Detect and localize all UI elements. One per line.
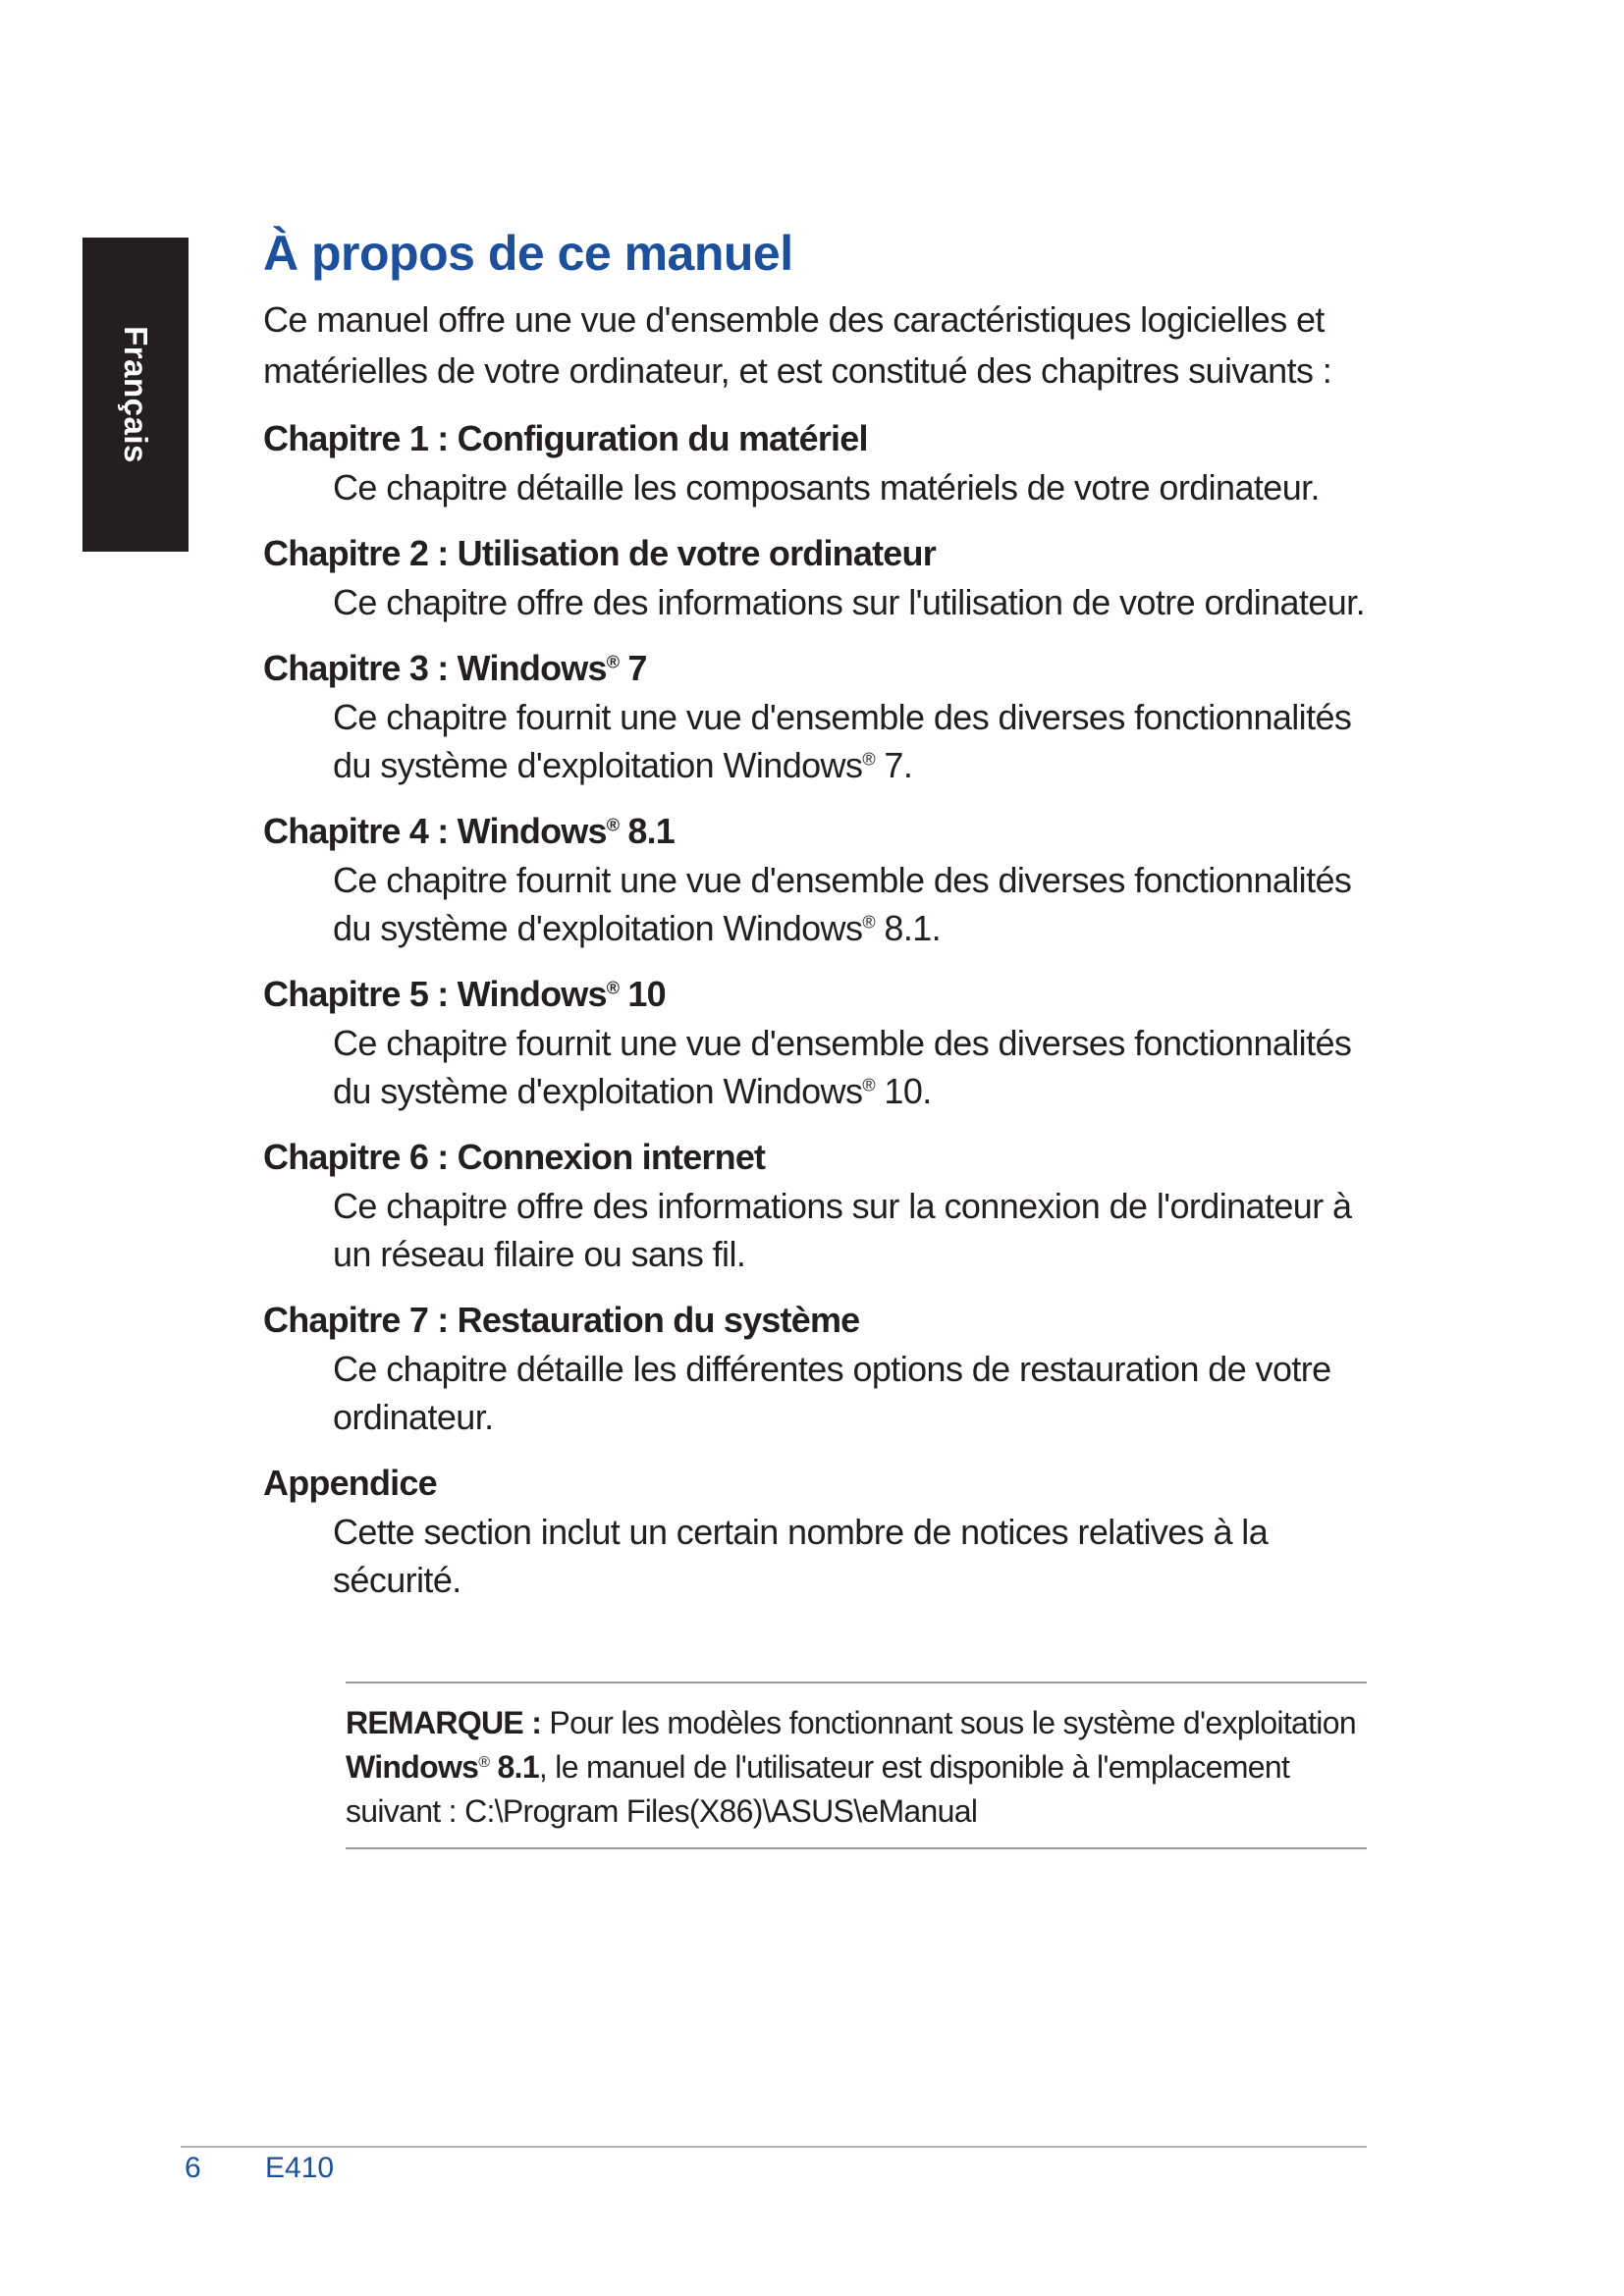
registered-mark: ® <box>606 652 620 672</box>
page-title: À propos de ce manuel <box>263 226 793 281</box>
chapter-5 <box>263 970 1382 1115</box>
note-label: REMARQUE : <box>346 1705 542 1740</box>
chapter-heading <box>263 644 1382 693</box>
language-tab-label: Français <box>118 326 154 463</box>
heading-version: 7 <box>619 648 647 688</box>
description-version: 7. <box>875 745 913 785</box>
heading-version: 8.1 <box>619 811 676 851</box>
registered-mark: ® <box>862 1075 876 1095</box>
note-version: 8.1 <box>489 1749 539 1785</box>
description-line: Ce chapitre fournit une vue d'ensemble des diverses fonctionnalités <box>333 860 1352 900</box>
chapter-7 <box>263 1296 1382 1441</box>
chapter-description: Ce chapitre offre des informations sur l'utilisation de votre ordinateur. <box>333 582 1365 622</box>
heading-text: Chapitre 3 : Windows <box>263 648 607 688</box>
description-line <box>333 904 1382 952</box>
chapter-description: Cette section inclut un certain nombre de notices relatives à la sécurité. <box>333 1512 1269 1600</box>
page-number: 6 <box>185 2152 201 2184</box>
chapter-heading: Chapitre 1 : Configuration du matériel <box>263 418 868 458</box>
footer-divider <box>181 2146 1367 2148</box>
chapter-description: Ce chapitre détaille les composants matériels de votre ordinateur. <box>333 467 1320 507</box>
chapter-heading: Chapitre 7 : Restauration du système <box>263 1300 860 1340</box>
note-windows: Windows <box>346 1749 479 1785</box>
chapter-heading: Chapitre 6 : Connexion internet <box>263 1137 766 1177</box>
description-line: Ce chapitre fournit une vue d'ensemble des diverses fonctionnalités <box>333 697 1352 737</box>
chapter-heading: Chapitre 2 : Utilisation de votre ordinateur <box>263 533 936 573</box>
model-name: E410 <box>265 2152 335 2184</box>
chapter-heading <box>263 807 1382 856</box>
note-box <box>346 1682 1367 1849</box>
chapter-2 <box>263 529 1382 626</box>
description-line: Ce chapitre fournit une vue d'ensemble des diverses fonctionnalités <box>333 1023 1352 1063</box>
intro-paragraph: Ce manuel offre une vue d'ensemble des caractéristiques logicielles et matérielles de votre ordinateur, et est constitué des chapitres suivants : <box>263 299 1332 391</box>
description-text: du système d'exploitation Windows <box>333 1071 863 1111</box>
chapter-6 <box>263 1133 1382 1278</box>
registered-mark: ® <box>862 749 876 770</box>
registered-mark: ® <box>862 912 876 933</box>
chapter-3 <box>263 644 1382 789</box>
note-path-text: , le manuel de l'utilisateur est disponible à l'emplacement suivant : C:\Program Files(X86)\ASUS\eManual <box>346 1749 1290 1829</box>
chapter-description: Ce chapitre offre des informations sur la connexion de l'ordinateur à un réseau filaire ou sans fil. <box>333 1186 1352 1274</box>
language-side-tab <box>82 238 189 552</box>
chapter-4 <box>263 807 1382 952</box>
main-content <box>263 224 1382 1604</box>
description-text: du système d'exploitation Windows <box>333 908 863 948</box>
description-line <box>333 741 1382 789</box>
registered-mark: ® <box>606 815 620 835</box>
chapter-description <box>333 693 1382 789</box>
chapter-description <box>333 1019 1382 1115</box>
heading-text: Chapitre 4 : Windows <box>263 811 607 851</box>
chapter-description: Ce chapitre détaille les différentes options de restauration de votre ordinateur. <box>333 1349 1331 1437</box>
appendix <box>263 1459 1382 1604</box>
description-line <box>333 1067 1382 1115</box>
chapter-heading: Appendice <box>263 1463 437 1503</box>
description-text: du système d'exploitation Windows <box>333 745 863 785</box>
chapter-description <box>333 856 1382 952</box>
chapter-heading <box>263 970 1382 1019</box>
chapter-1 <box>263 414 1382 511</box>
heading-text: Chapitre 5 : Windows <box>263 974 607 1014</box>
description-version: 8.1. <box>875 908 942 948</box>
registered-mark: ® <box>606 978 620 998</box>
note-text: Pour les modèles fonctionnant sous le système d'exploitation <box>541 1705 1356 1740</box>
description-version: 10. <box>875 1071 932 1111</box>
heading-version: 10 <box>619 974 666 1014</box>
registered-mark: ® <box>478 1753 490 1771</box>
